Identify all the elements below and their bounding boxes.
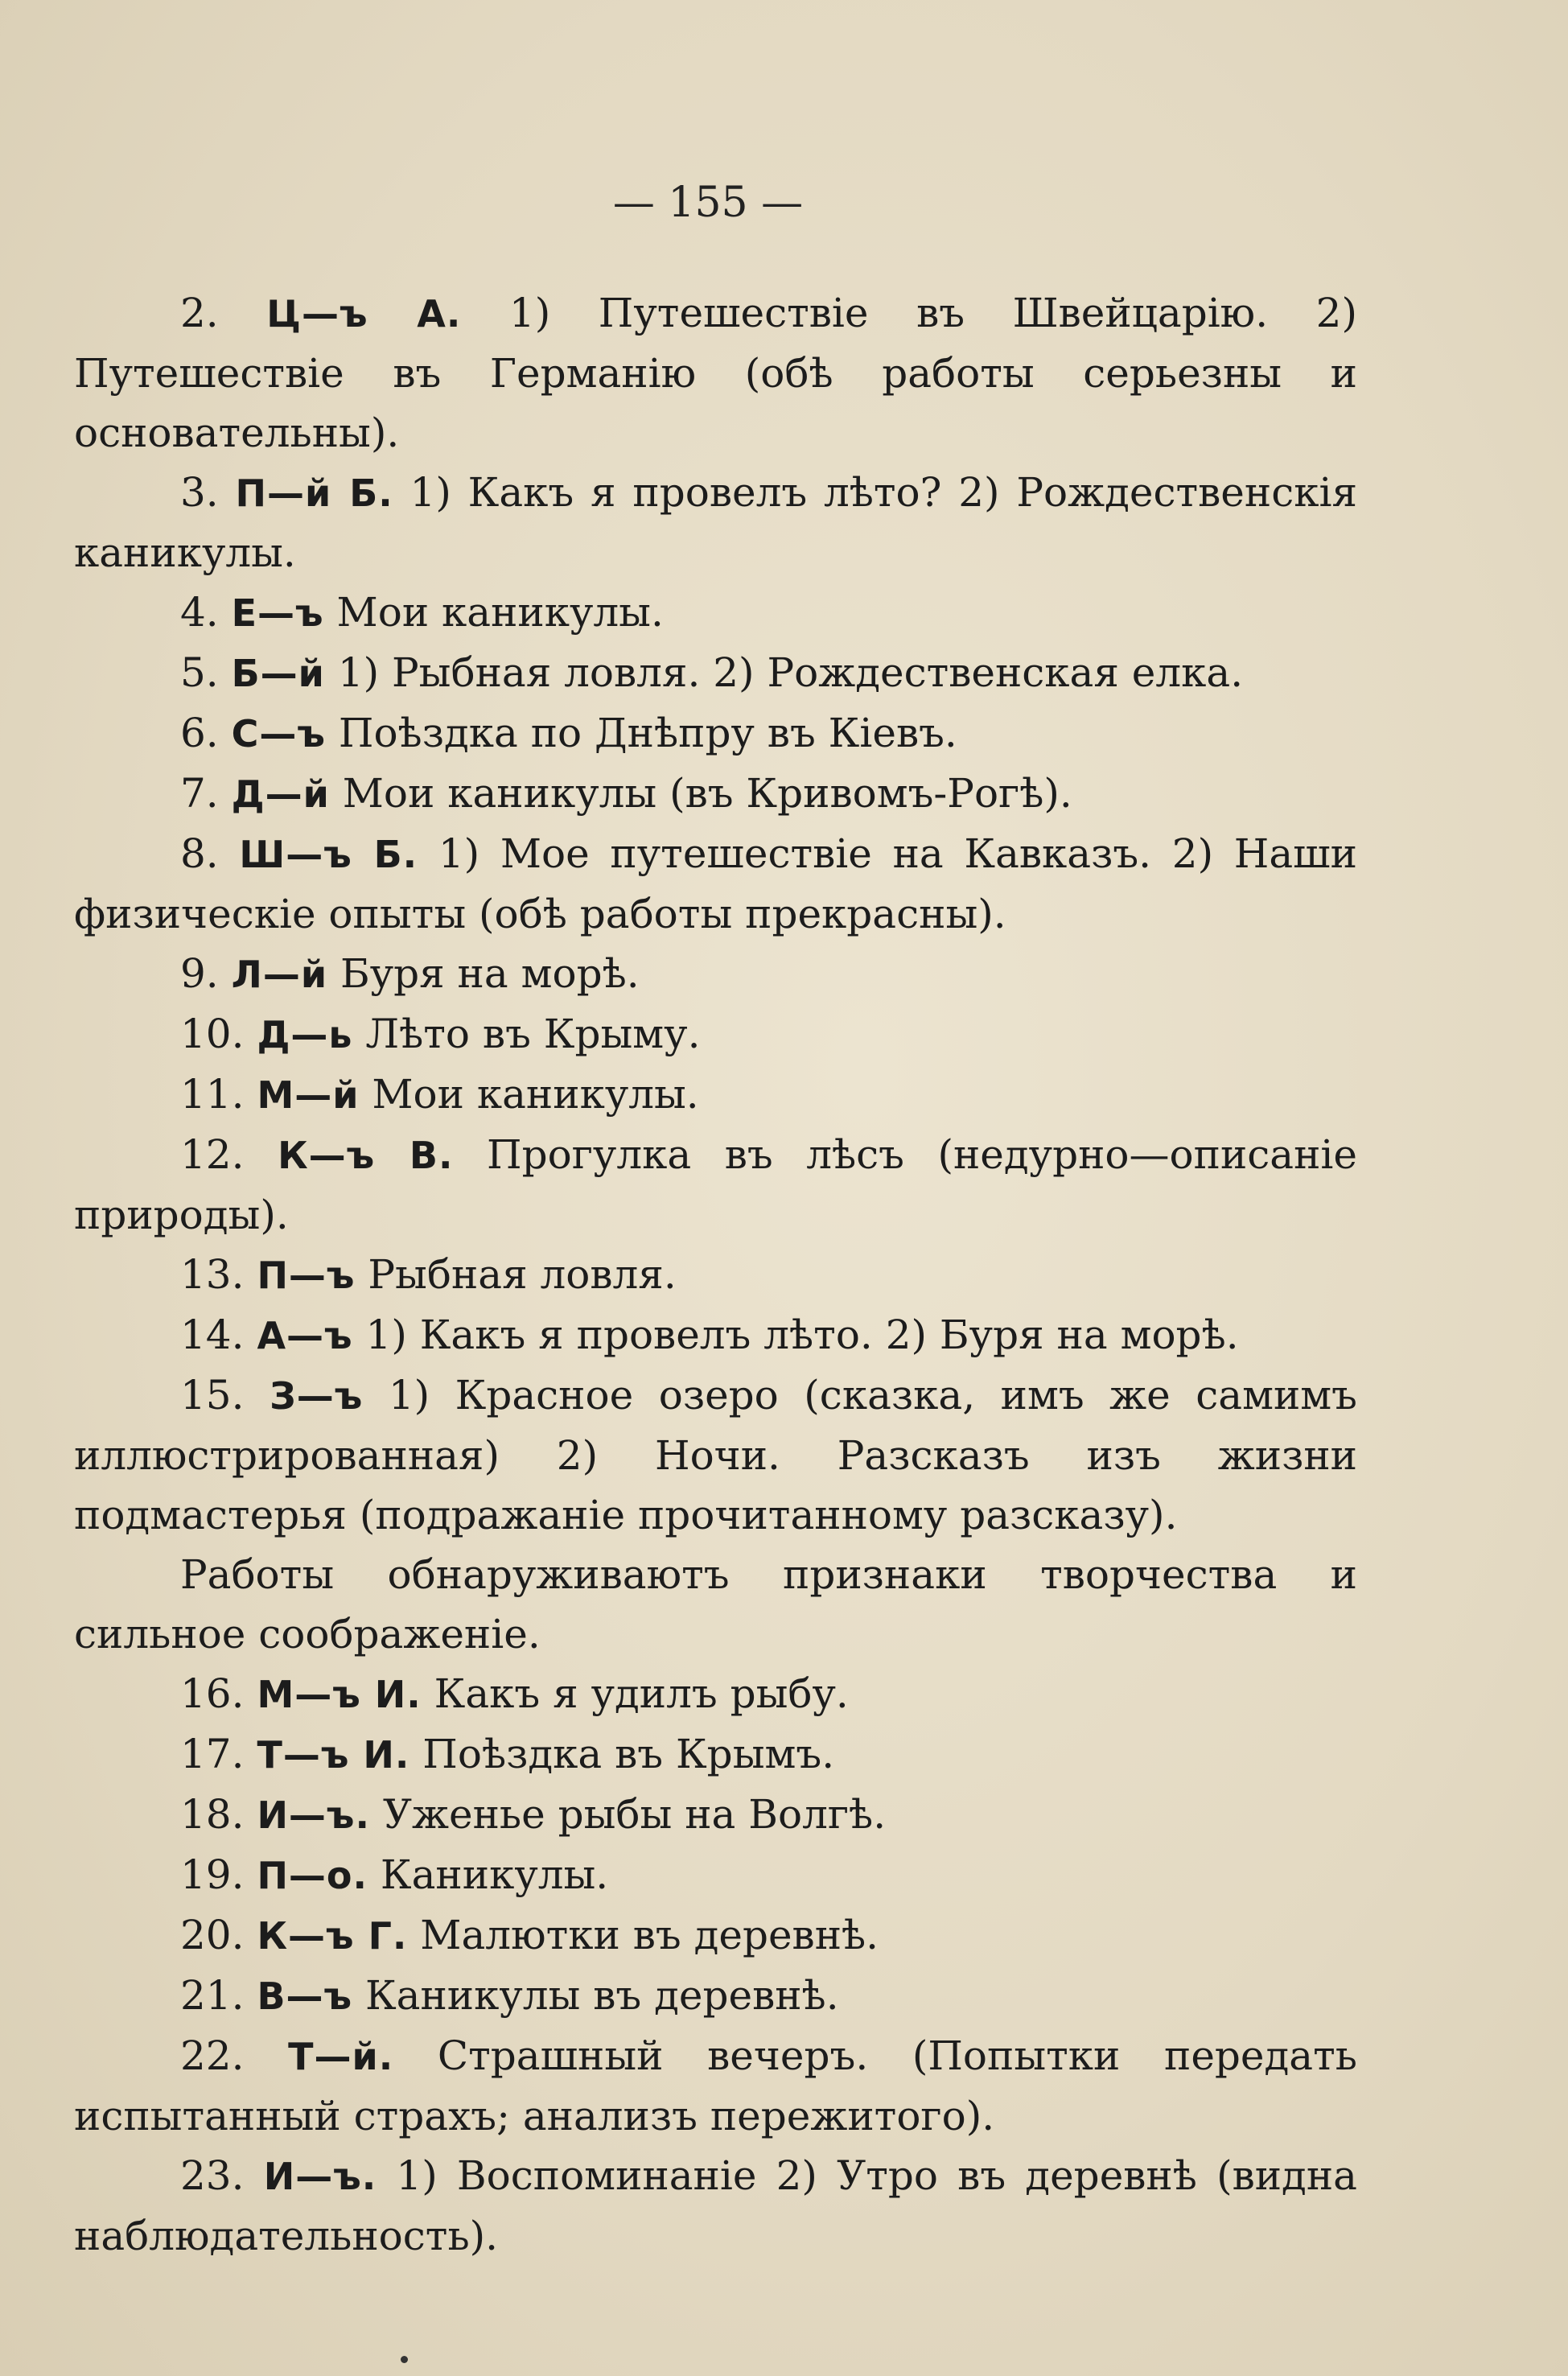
entry-number: 16. (180, 1670, 245, 1717)
entry-number: 10. (180, 1011, 245, 1057)
list-entry (74, 1004, 1357, 1064)
entry-number: 18. (180, 1791, 245, 1838)
page-number: — 155 — (612, 179, 804, 227)
list-entry (74, 703, 1357, 764)
entry-number: 8. (180, 830, 219, 877)
entry-text: Поѣздка въ Крымъ. (409, 1731, 835, 1777)
entry-text: 1) Рыбная ловля. 2) Рождественская елка. (324, 649, 1244, 696)
list-entry (74, 1905, 1357, 1966)
print-speck (401, 2356, 408, 2363)
entry-number: 4. (180, 589, 219, 636)
entry-initials: С—ъ (231, 712, 326, 756)
list-entry (74, 824, 1357, 944)
list-entry (74, 1724, 1357, 1785)
list-entry (74, 1845, 1357, 1905)
entry-number: 14. (180, 1312, 245, 1358)
entry-text: Мои каникулы. (323, 589, 664, 636)
entry-number: 22. (180, 2032, 245, 2079)
entry-text: 1) Какъ я провелъ лѣто. 2) Буря на морѣ. (352, 1312, 1239, 1358)
list-entry (74, 1125, 1357, 1245)
entry-initials: В—ъ (257, 1975, 353, 2018)
entry-initials: И—ъ. (263, 2155, 377, 2198)
list-entry (74, 1305, 1357, 1365)
entry-initials: Т—ъ И. (257, 1733, 410, 1777)
entry-initials: К—ъ Г. (257, 1914, 408, 1958)
list-entry (74, 643, 1357, 703)
entry-text: Страшный вечеръ. (Попытки передать испытанный страхъ; анализъ пережитого). (74, 2032, 1357, 2139)
entry-text: Рыбная ловля. (355, 1251, 677, 1298)
list-entry (74, 1664, 1357, 1724)
entry-number: 7. (180, 770, 219, 817)
entry-text: Мои каникулы (въ Кривомъ-Рогѣ). (329, 770, 1072, 817)
entry-initials: Л—й (231, 953, 328, 996)
entry-number: 15. (180, 1372, 245, 1419)
entry-initials: Ц—ъ А. (266, 292, 462, 336)
entry-number: 5. (180, 649, 219, 696)
entry-number: 12. (180, 1131, 245, 1178)
entry-text: Какъ я удилъ рыбу. (421, 1670, 849, 1717)
entry-list-first (74, 283, 1357, 1545)
list-entry (74, 2026, 1357, 2146)
entry-list-second (74, 1664, 1357, 2266)
entry-text: Поѣздка по Днѣпру въ Кіевъ. (325, 710, 957, 756)
entry-number: 11. (180, 1071, 245, 1118)
list-entry (74, 2146, 1357, 2266)
list-entry (74, 583, 1357, 643)
list-entry (74, 1785, 1357, 1845)
list-entry (74, 1245, 1357, 1305)
list-entry (74, 463, 1357, 583)
entry-text: Буря на морѣ. (327, 950, 640, 997)
entry-text: Каникулы въ деревнѣ. (352, 1972, 839, 2019)
entry-initials: З—ъ (270, 1374, 364, 1418)
entry-initials: М—ъ И. (257, 1673, 422, 1716)
entry-initials: П—ъ (257, 1254, 356, 1297)
list-entry (74, 1365, 1357, 1545)
entry-initials: Б—й (231, 652, 325, 695)
list-entry (74, 764, 1357, 824)
entry-number: 23. (180, 2152, 245, 2199)
entry-initials: И—ъ. (257, 1793, 370, 1837)
entry-text: 1) Воспоминаніе 2) Утро въ деревнѣ (видна наблюдательность). (74, 2152, 1357, 2259)
entry-text: Мои каникулы. (359, 1071, 699, 1118)
entry-number: 2. (180, 290, 219, 336)
entry-text: Каникулы. (368, 1851, 609, 1898)
entry-number: 19. (180, 1851, 245, 1898)
list-entry (74, 944, 1357, 1004)
entry-initials: А—ъ (257, 1314, 353, 1357)
entry-initials: П—о. (257, 1854, 368, 1897)
entry-text: Уженье рыбы на Волгѣ. (369, 1791, 887, 1838)
entry-initials: Д—ь (257, 1013, 353, 1056)
entry-text: Лѣто въ Крыму. (352, 1011, 701, 1057)
list-entry (74, 283, 1357, 463)
entry-text: 1) Мое путешествіе на Кавказъ. 2) Наши физическіе опыты (обѣ работы прекрасны). (74, 830, 1357, 937)
entry-number: 21. (180, 1972, 245, 2019)
entry-text: 1) Путешествіе въ Швейцарію. 2) Путешествіе въ Германію (обѣ работы серьезны и основательны). (74, 290, 1357, 456)
entry-text: Прогулка въ лѣсъ (недурно—описаніе природы). (74, 1131, 1357, 1238)
entry-initials: Т—й. (288, 2035, 394, 2078)
entry-initials: П—й Б. (235, 471, 393, 515)
entry-number: 17. (180, 1731, 245, 1777)
page-body (74, 283, 1357, 2266)
entry-text: 1) Какъ я провелъ лѣто? 2) Рождественскія каникулы. (74, 469, 1357, 576)
entry-text: 1) Красное озеро (сказка, имъ же самимъ иллюстрированная) 2) Ночи. Разсказъ изъ жизни подмастерья (подражаніе прочитанному разсказу). (74, 1372, 1357, 1538)
list-entry (74, 1064, 1357, 1125)
entry-initials: Ш—ъ Б. (239, 833, 418, 876)
entry-initials: К—ъ В. (278, 1134, 454, 1177)
entry-number: 20. (180, 1912, 245, 1958)
entry-number: 13. (180, 1251, 245, 1298)
entry-number: 6. (180, 710, 219, 756)
commentary-note: Работы обнаруживаютъ признаки творчества и сильное соображеніе. (74, 1551, 1357, 1657)
entry-number: 3. (180, 469, 219, 516)
entry-initials: М—й (257, 1073, 360, 1117)
entry-initials: Е—ъ (231, 591, 324, 635)
entry-text: Малютки въ деревнѣ. (407, 1912, 879, 1958)
entry-number: 9. (180, 950, 219, 997)
entry-initials: Д—й (231, 772, 330, 816)
list-entry (74, 1966, 1357, 2026)
